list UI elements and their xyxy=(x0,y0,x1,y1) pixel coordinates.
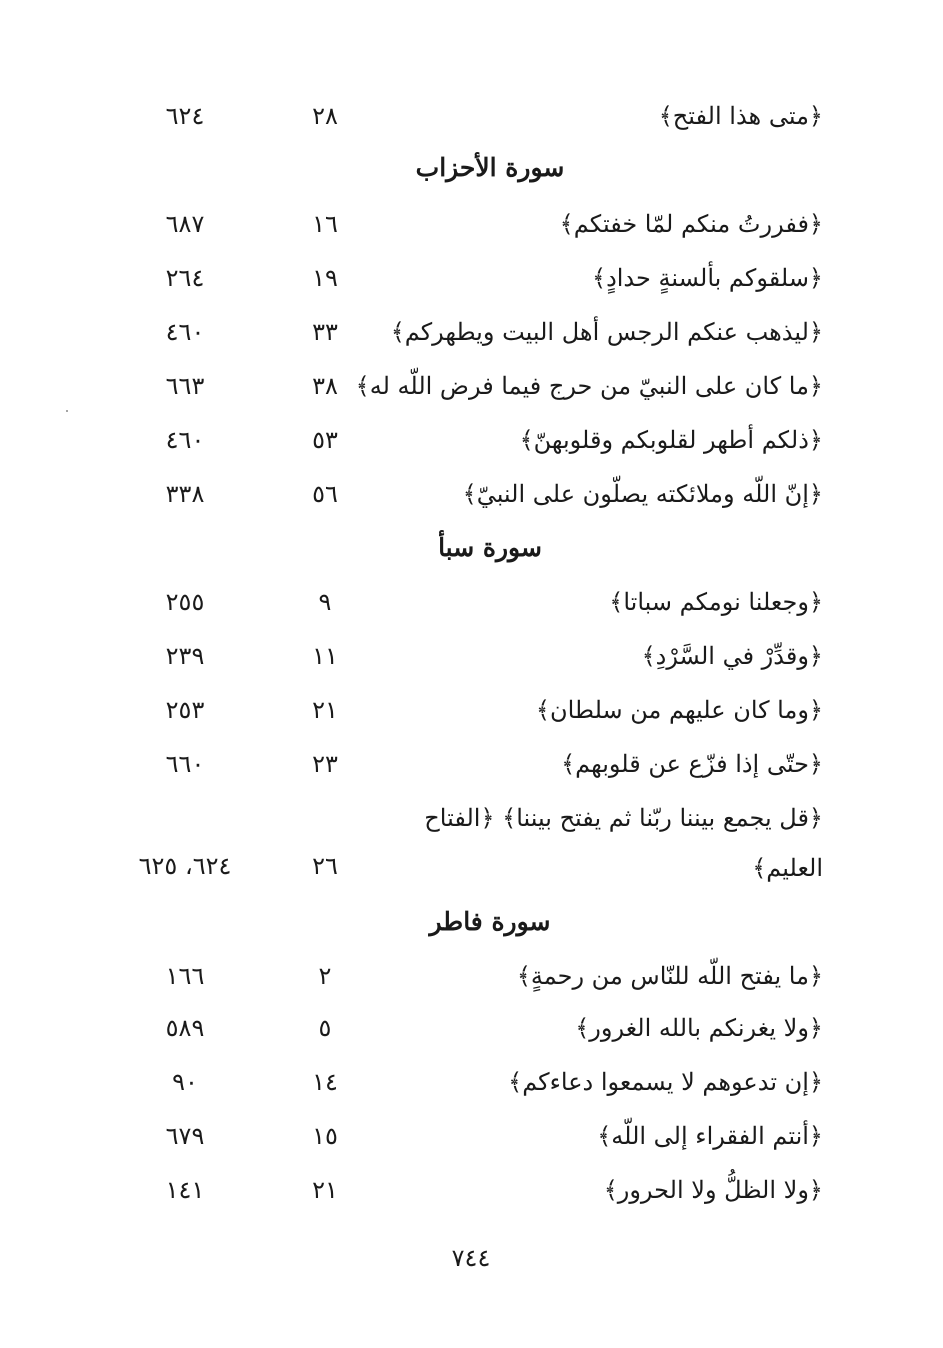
surah-heading: سورة سبأ xyxy=(438,533,542,562)
page-reference: ٢٥٥ xyxy=(165,588,205,616)
verse-text: ﴿وما كان عليهم من سلطان﴾ xyxy=(535,696,823,724)
verse-text: ﴿ما يفتح اللّه للنّاس من رحمةٍ﴾ xyxy=(516,962,823,990)
page-reference: ٤٦٠ xyxy=(165,318,205,346)
index-row xyxy=(0,740,943,788)
scan-speck xyxy=(66,410,68,412)
verse-text: ﴿سلقوكم بألسنةٍ حدادٍ﴾ xyxy=(592,264,823,292)
page-reference: ٦٢٤ xyxy=(165,102,205,130)
index-row xyxy=(0,92,943,140)
page-reference: ٦٦٠ xyxy=(165,750,205,778)
surah-heading: سورة فاطر xyxy=(429,907,551,936)
index-row xyxy=(0,1058,943,1106)
index-row xyxy=(0,1112,943,1160)
verse-text: ﴿ليذهب عنكم الرجس أهل البيت ويطهركم﴾ xyxy=(390,318,823,346)
verse-text: ﴿وقدِّرْ في السَّرْدِ﴾ xyxy=(641,642,823,670)
ayah-number: ٣٣ xyxy=(312,318,338,346)
page-reference: ٤٦٠ xyxy=(165,426,205,454)
page-reference: ٢٦٤ xyxy=(165,264,205,292)
index-row xyxy=(0,308,943,356)
verse-text: ﴿حتّى إذا فزّع عن قلوبهم﴾ xyxy=(561,750,823,778)
index-row xyxy=(0,362,943,410)
index-row xyxy=(0,200,943,248)
verse-text: ﴿ولا يغرنكم بالله الغرور﴾ xyxy=(575,1014,823,1042)
ayah-number: ١٩ xyxy=(312,264,338,292)
ayah-number: ١٥ xyxy=(312,1122,338,1150)
ayah-number: ٥٦ xyxy=(312,480,338,508)
page-reference: ٢٥٣ xyxy=(165,696,205,724)
verse-text-line-2: العليم﴾ xyxy=(752,854,823,882)
page-reference: ٦٧٩ xyxy=(165,1122,205,1150)
verse-text: ﴿ما كان على النبيّ من حرج فيما فرض اللّه له﴾ xyxy=(355,372,823,400)
page-reference: ٦٨٧ xyxy=(165,210,205,238)
verse-text-line-1: ﴿قل يجمع بيننا ربّنا ثم يفتح بيننا﴾ ﴿الفتاح xyxy=(424,804,823,832)
verse-text: ﴿ولا الظلُّ ولا الحرور﴾ xyxy=(603,1176,823,1204)
index-row xyxy=(0,578,943,626)
ayah-number: ١١ xyxy=(312,642,338,670)
ayah-number: ٩ xyxy=(318,588,332,616)
surah-heading-row xyxy=(0,898,943,946)
ayah-number: ٣٨ xyxy=(312,372,338,400)
verse-text: ﴿إنّ اللّه وملائكته يصلّون على النبيّ﴾ xyxy=(462,480,823,508)
index-row xyxy=(0,632,943,680)
page-reference: ٦٦٣ xyxy=(165,372,205,400)
ayah-number: ٥ xyxy=(318,1014,332,1042)
index-row xyxy=(0,416,943,464)
ayah-number: ١٤ xyxy=(312,1068,338,1096)
verse-text: ﴿إن تدعوهم لا يسمعوا دعاءكم﴾ xyxy=(508,1068,823,1096)
index-row xyxy=(0,254,943,302)
index-row xyxy=(0,686,943,734)
ayah-number: ٢ xyxy=(318,962,332,990)
page-reference: ٣٣٨ xyxy=(165,480,205,508)
ayah-number: ١٦ xyxy=(312,210,338,238)
ayah-number: ٥٣ xyxy=(312,426,338,454)
index-row xyxy=(0,1166,943,1214)
page-reference: ٦٢٤، ٦٢٥ xyxy=(138,852,232,880)
page-reference: ٩٠ xyxy=(172,1068,198,1096)
ayah-number: ٢١ xyxy=(312,696,338,724)
verse-text: ﴿ذلكم أطهر لقلوبكم وقلوبهنّ﴾ xyxy=(519,426,823,454)
ayah-number: ٢١ xyxy=(312,1176,338,1204)
page-number: ٧٤٤ xyxy=(451,1244,491,1272)
index-row xyxy=(0,1004,943,1052)
ayah-number: ٢٨ xyxy=(312,102,338,130)
index-row xyxy=(0,794,943,898)
verse-text: ﴿وجعلنا نومكم سباتا﴾ xyxy=(609,588,823,616)
index-row xyxy=(0,470,943,518)
verse-text: ﴿أنتم الفقراء إلى اللّه﴾ xyxy=(597,1122,823,1150)
verse-text: ﴿ففررتُ منكم لمّا خفتكم﴾ xyxy=(559,210,823,238)
ayah-number: ٢٦ xyxy=(312,852,338,880)
surah-heading-row xyxy=(0,524,943,572)
surah-heading: سورة الأحزاب xyxy=(415,153,565,182)
surah-heading-row xyxy=(0,144,943,192)
page-reference: ٢٣٩ xyxy=(165,642,205,670)
index-row xyxy=(0,952,943,1000)
page-reference: ١٤١ xyxy=(165,1176,205,1204)
verse-text: ﴿متى هذا الفتح﴾ xyxy=(658,102,823,130)
page-reference: ١٦٦ xyxy=(165,962,205,990)
ayah-number: ٢٣ xyxy=(312,750,338,778)
page-reference: ٥٨٩ xyxy=(165,1014,205,1042)
